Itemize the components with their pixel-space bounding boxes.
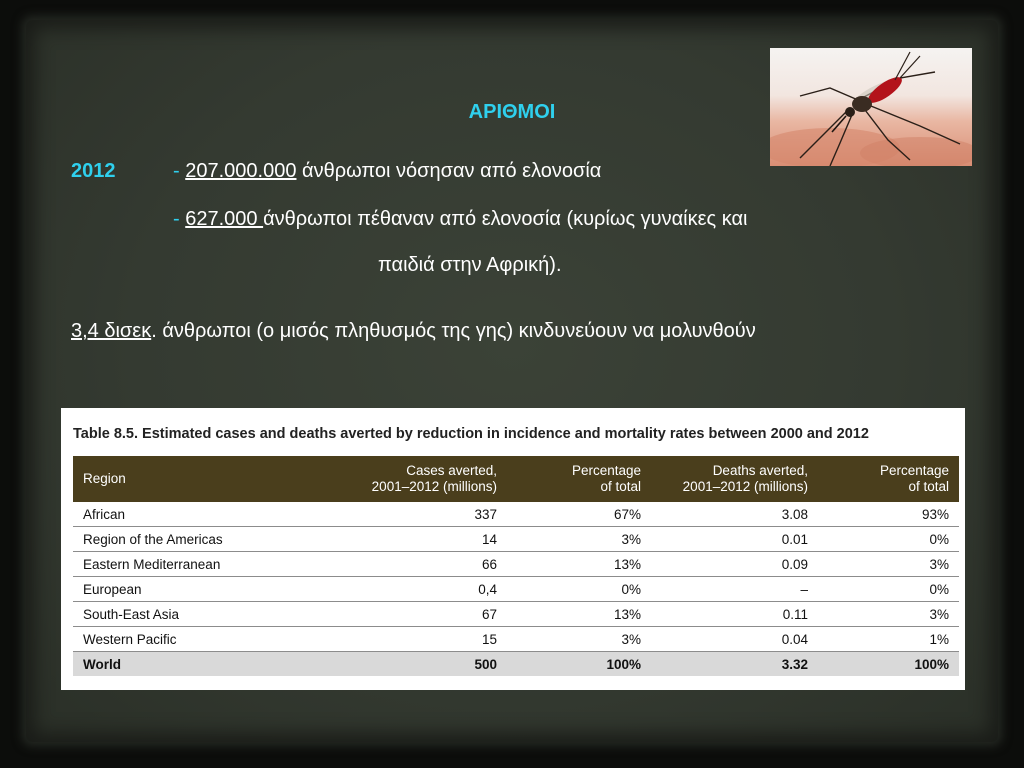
- cell-region: South-East Asia: [73, 602, 263, 627]
- cell-cases-pct: 13%: [507, 602, 651, 627]
- statistics-table-panel: [61, 408, 965, 690]
- cell-deaths-pct: 3%: [818, 602, 959, 627]
- cases-number: 207.000.000: [185, 160, 297, 182]
- risk-line: [71, 320, 756, 343]
- table-row: [73, 552, 959, 577]
- cell-cases: 66: [263, 552, 507, 577]
- cell-region: Eastern Mediterranean: [73, 552, 263, 577]
- cell-cases: 0,4: [263, 577, 507, 602]
- cell-region: European: [73, 577, 263, 602]
- table-row: [73, 502, 959, 527]
- cell-region: World: [73, 652, 263, 677]
- cell-cases: 337: [263, 502, 507, 527]
- table-row: [73, 577, 959, 602]
- year-label: 2012: [71, 160, 116, 182]
- header-region: Region: [73, 456, 263, 502]
- table-header-row: [73, 456, 959, 502]
- deaths-number: 627.000: [185, 208, 264, 230]
- cases-line: [173, 160, 601, 183]
- header-cases: Cases averted, 2001–2012 (millions): [263, 456, 507, 502]
- cell-deaths-pct: 0%: [818, 527, 959, 552]
- deaths-text: άνθρωποι πέθαναν από ελονοσία (κυρίως γυναίκες και: [263, 208, 748, 230]
- cell-deaths: 0.11: [651, 602, 818, 627]
- cell-region: Western Pacific: [73, 627, 263, 652]
- cell-deaths: 3.32: [651, 652, 818, 677]
- risk-text: . άνθρωποι (ο μισός πληθυσμός της γης) κινδυνεύουν να μολυνθούν: [151, 320, 756, 342]
- cell-region: African: [73, 502, 263, 527]
- table-row: [73, 527, 959, 552]
- cell-cases: 15: [263, 627, 507, 652]
- cell-cases-pct: 3%: [507, 627, 651, 652]
- table-row: [73, 627, 959, 652]
- cell-cases: 67: [263, 602, 507, 627]
- cell-deaths: 0.09: [651, 552, 818, 577]
- cell-cases-pct: 100%: [507, 652, 651, 677]
- cell-cases-pct: 13%: [507, 552, 651, 577]
- cell-cases-pct: 3%: [507, 527, 651, 552]
- statistics-table: [73, 456, 959, 676]
- header-deaths-percentage: Percentage of total: [818, 456, 959, 502]
- cell-cases-pct: 0%: [507, 577, 651, 602]
- cell-cases: 500: [263, 652, 507, 677]
- table-row: [73, 602, 959, 627]
- cell-deaths: –: [651, 577, 818, 602]
- risk-number: 3,4 δισεκ: [71, 320, 152, 342]
- deaths-line: [173, 208, 748, 231]
- cases-text: άνθρωποι νόσησαν από ελονοσία: [296, 160, 602, 182]
- cell-deaths-pct: 3%: [818, 552, 959, 577]
- cell-deaths-pct: 93%: [818, 502, 959, 527]
- table-caption: Table 8.5. Estimated cases and deaths averted by reduction in incidence and mortality rates between 2000 and 2012: [73, 426, 869, 442]
- header-deaths: Deaths averted, 2001–2012 (millions): [651, 456, 818, 502]
- table-total-row: [73, 652, 959, 677]
- bullet-dash: -: [173, 160, 180, 182]
- deaths-line-continued: παιδιά στην Αφρική).: [378, 254, 562, 276]
- bullet-dash: -: [173, 208, 180, 230]
- cell-deaths-pct: 0%: [818, 577, 959, 602]
- slide-title: ΑΡΙΘΜΟΙ: [468, 101, 556, 123]
- cell-deaths-pct: 1%: [818, 627, 959, 652]
- cell-deaths-pct: 100%: [818, 652, 959, 677]
- header-cases-percentage: Percentage of total: [507, 456, 651, 502]
- cell-deaths: 0.01: [651, 527, 818, 552]
- cell-cases-pct: 67%: [507, 502, 651, 527]
- cell-deaths: 0.04: [651, 627, 818, 652]
- cell-cases: 14: [263, 527, 507, 552]
- cell-deaths: 3.08: [651, 502, 818, 527]
- cell-region: Region of the Americas: [73, 527, 263, 552]
